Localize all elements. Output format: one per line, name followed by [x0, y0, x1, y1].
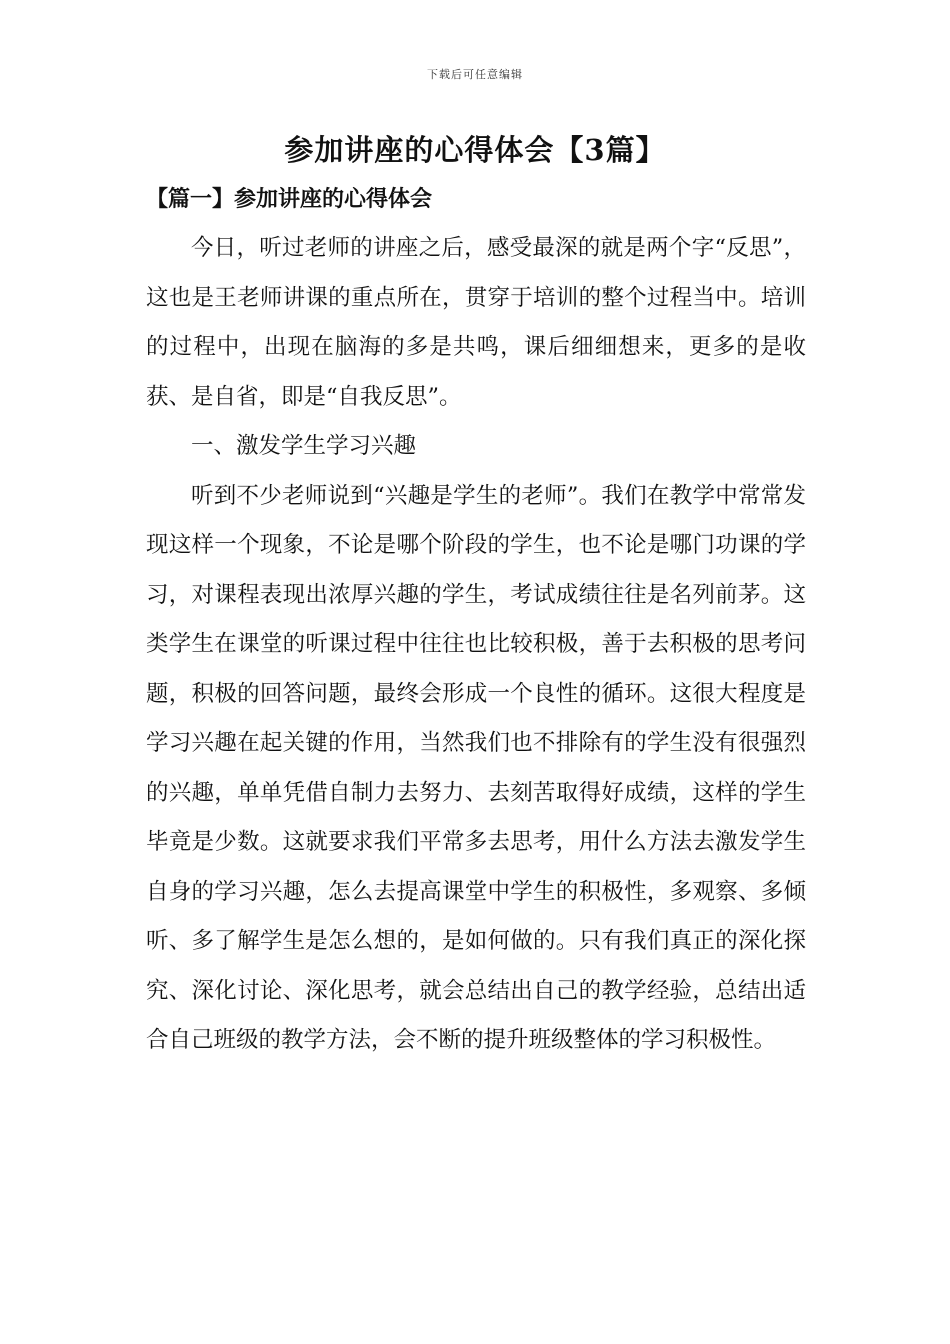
intro-paragraph: 今日，听过老师的讲座之后，感受最深的就是两个字“反思”，这也是王老师讲课的重点所在，贯穿于培训的整个过程当中。培训的过程中，出现在脑海的多是共鸣，课后细细想来，更多的是收获、是自省，即是“自我反思”。 — [146, 235, 806, 410]
document-title: 参加讲座的心得体会【3篇】 — [284, 133, 666, 167]
document-body — [146, 224, 806, 1066]
subheading-paragraph: 一、激发学生学习兴趣 — [191, 433, 417, 459]
body-paragraph: 听到不少老师说到“兴趣是学生的老师”。我们在教学中常常发现这样一个现象，不论是哪个阶段的学生，也不论是哪门功课的学习，对课程表现出浓厚兴趣的学生，考试成绩往往是名列前茅。这类学生在课堂的听课过程中往往也比较积极，善于去积极的思考问题，积极的回答问题，最终会形成一个良性的循环。这很大程度是学习兴趣在起关键的作用，当然我们也不排除有的学生没有很强烈的兴趣，单单凭借自制力去努力、去刻苦取得好成绩，这样的学生毕竟是少数。这就要求我们平常多去思考，用什么方法去激发学生自身的学习兴趣，怎么去提高课堂中学生的积极性，多观察、多倾听、多了解学生是怎么想的，是如何做的。只有我们真正的深化探究、深化讨论、深化思考，就会总结出自己的教学经验，总结出适合自己班级的教学方法，会不断的提升班级整体的学习积极性。 — [146, 482, 806, 1053]
section-heading: 【篇一】参加讲座的心得体会 — [146, 186, 433, 212]
header-note: 下载后可任意编辑 — [427, 68, 523, 81]
